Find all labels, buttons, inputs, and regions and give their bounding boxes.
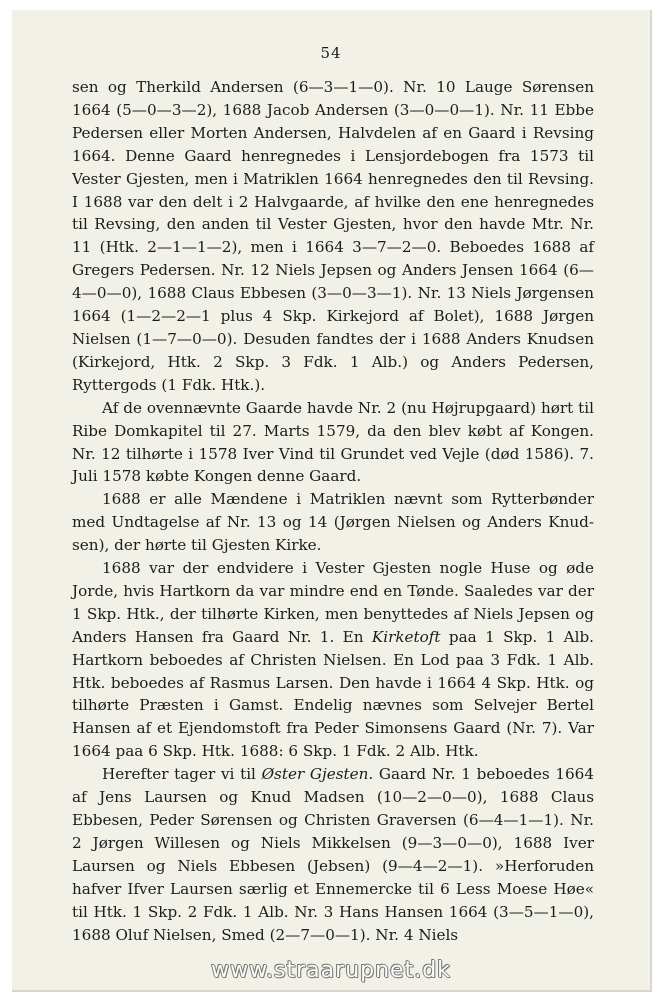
website-watermark: www.straarupnet.dk [211,958,451,983]
paragraph-5: Herefter tager vi til Øster Gjesten. Gaard Nr. 1 beboedes 1664 af Jens Laursen og Knud Madsen (10—2—0—0), 1688 Claus Ebbesen, Peder Sørensen og Christen Graversen (6—4—1—1). Nr. 2 Jørgen Willesen og Niels Mikkelsen (9—3—0—0), 1688 Iver Laursen og Niels Ebbesen (Jebsen) (9—4—2—1). »Herforuden hafver Ifver Laursen særlig et Ennemercke til 6 Less Moese Høe« til Htk. 1 Skp. 2 Fdk. 1 Alb. Nr. 3 Hans Hansen 1664 (3—5—1—0), 1688 Oluf Nielsen, Smed (2—7—0—1). Nr. 4 Niels [72,765,595,944]
body-text [72,76,594,946]
paragraph-3: 1688 er alle Mændene i Matriklen nævnt som Rytterbønder med Undtagelse af Nr. 13 og 14 (Jørgen Nielsen og Anders Knudsen), der hørte til Gjesten Kirke. [72,490,594,555]
page-number: 54 [320,44,342,62]
italic-term: Kirketoft [371,627,441,646]
italic-term: Øster Gjesten [261,765,369,784]
paragraph-4: 1688 var der endvidere i Vester Gjesten nogle Huse og øde Jorde, hvis Hartkorn da var mindre end en Tønde. Saaledes var der 1 Skp. Htk., der tilhørte Kirken, men benyttedes af Niels Jepsen og Anders Hansen fra Gaard Nr. 1. En Kirketoft paa 1 Skp. 1 Alb. Hartkorn beboedes af Christen Nielsen. En Lod paa 3 Fdk. 1 Alb. Htk. beboedes af Rasmus Larsen. Den havde i 1664 4 Skp. Htk. og tilhørte Præsten i Gamst. Endelig nævnes som Selvejer Bertel Hansen af et Ejendomstoft fra Peder Simonsens Gaard (Nr. 7). Var 1664 paa 6 Skp. Htk. 1688: 6 Skp. 1 Fdk. 2 Alb. Htk. [72,559,595,761]
paragraph-1: sen og Therkild Andersen (6—3—1—0). Nr. 10 Lauge Sørensen 1664 (5—0—3—2), 1688 Jacob Andersen (3—0—0—1). Nr. 11 Ebbe Pedersen eller Morten Andersen, Halvdelen af en Gaard i Revsing 1664. Denne Gaard henregnedes i Lensjordebogen fra 1573 til Vester Gjesten, men i Matriklen 1664 henregnedes den til Revsing. I 1688 var den delt i 2 Halvgaarde, af hvilke den ene henregnedes til Revsing, den anden til Vester Gjesten, hvor den havde Mtr. Nr. 11 (Htk. 2—1—1—2), men i 1664 3—7—2—0. Beboedes 1688 af Gregers Pedersen. Nr. 12 Niels Jepsen og Anders Jensen 1664 (6—4—0—0), 1688 Claus Ebbesen (3—0—3—1). Nr. 13 Niels Jørgensen 1664 (1—2—2—1 plus 4 Skp. Kirkejord af Bolet), 1688 Jørgen Nielsen (1—7—0—0). Desuden fandtes der i 1688 Anders Knudsen (Kirkejord, Htk. 2 Skp. 3 Fdk. 1 Alb.) og Anders Pedersen, Ryttergods (1 Fdk. Htk.). [72,78,594,394]
book-page [12,10,652,992]
paragraph-2: Af de ovennævnte Gaarde havde Nr. 2 (nu Højrupgaard) hørt til Ribe Domkapitel til 27. Marts 1579, da den blev købt af Kongen. Nr. 12 tilhørte i 1578 Iver Vind til Grundet ved Vejle (død 1586). 7. Juli 1578 købte Kongen denne Gaard. [72,398,594,486]
